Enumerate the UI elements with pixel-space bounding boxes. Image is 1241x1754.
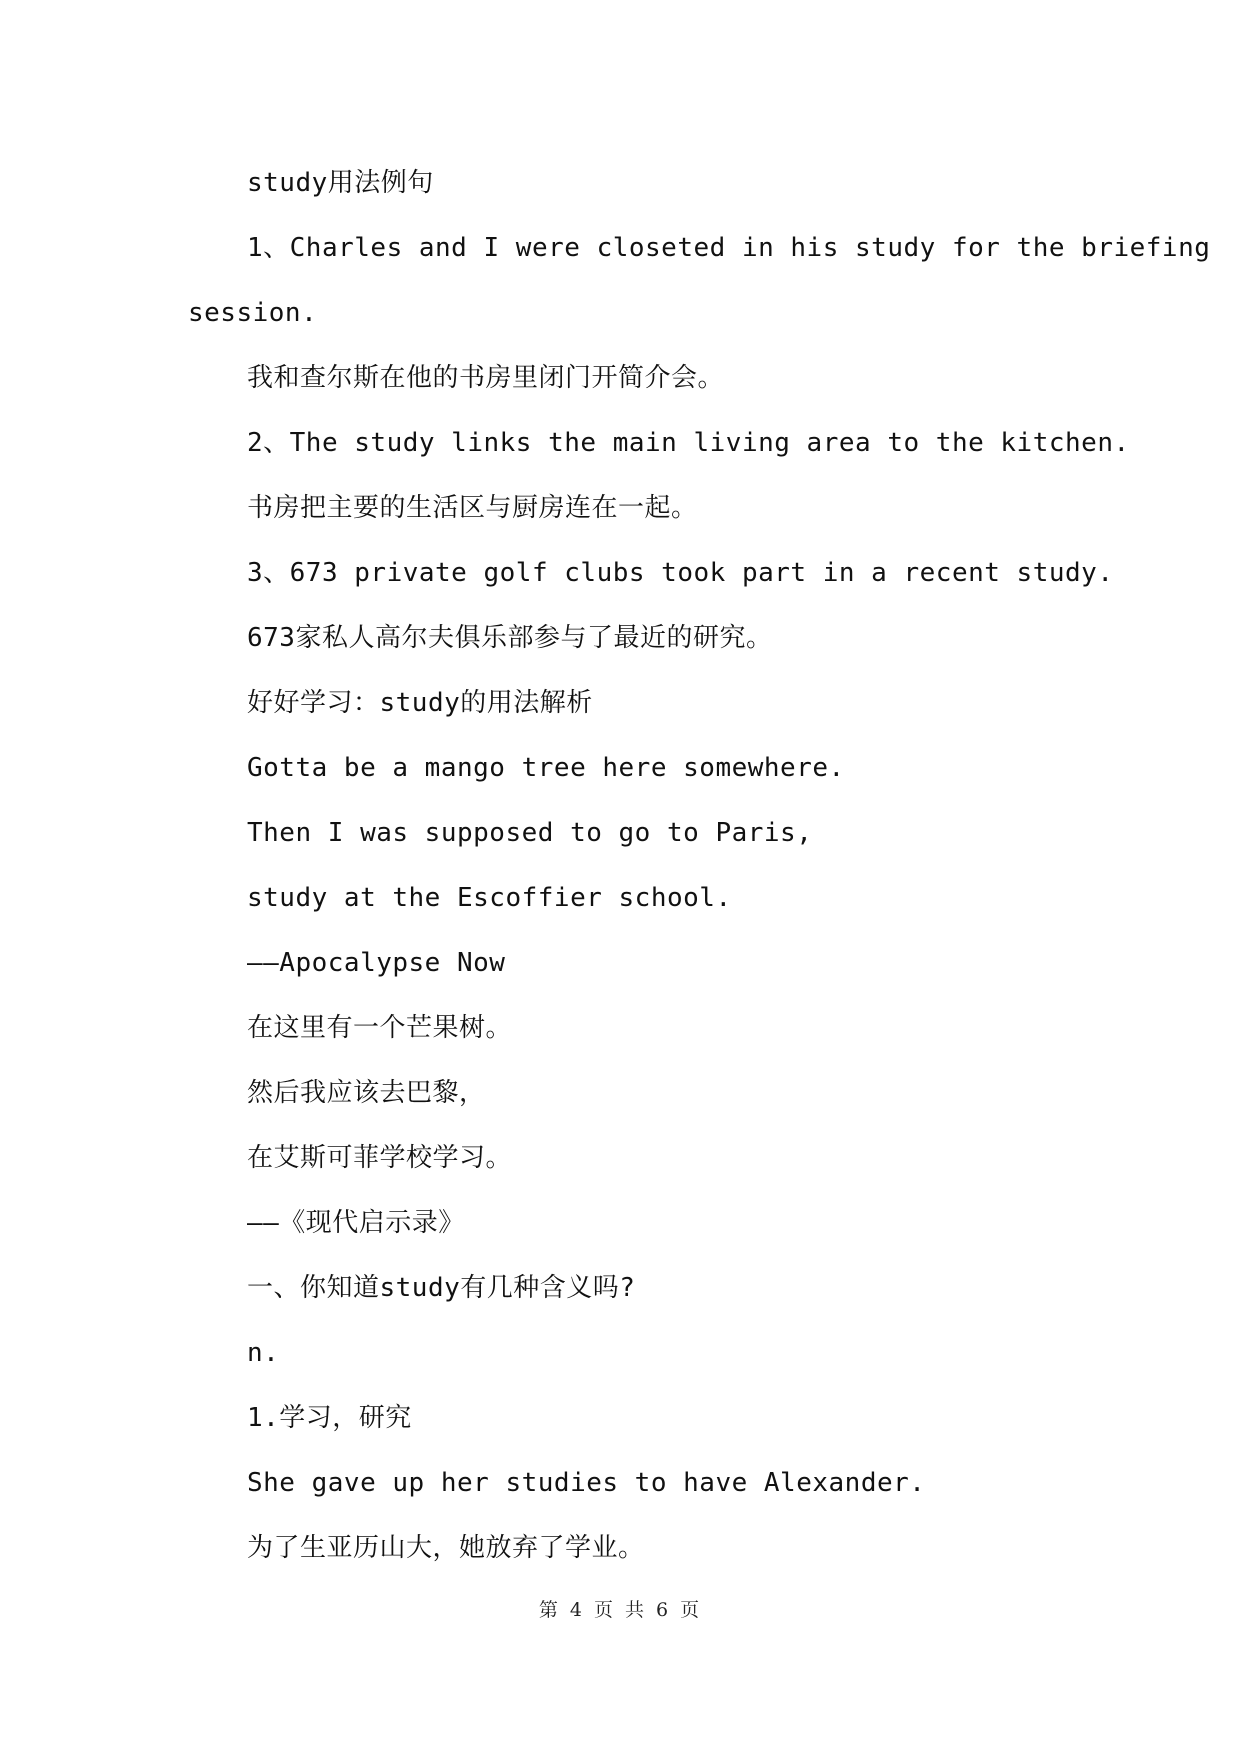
section-heading: study用法例句	[247, 168, 434, 198]
example-sentence-1-en-cont: session.	[188, 298, 318, 328]
quote-line-1-en: Gotta be a mango tree here somewhere.	[247, 753, 845, 783]
quote-line-2-zh: 然后我应该去巴黎，	[247, 1078, 486, 1108]
meaning-question: 一、你知道study有几种含义吗?	[247, 1273, 636, 1303]
meaning-1-example-en: She gave up her studies to have Alexander.	[247, 1468, 926, 1498]
quote-line-3-zh: 在艾斯可菲学校学习。	[247, 1143, 513, 1173]
example-sentence-2-zh: 书房把主要的生活区与厨房连在一起。	[247, 493, 698, 523]
quote-source-zh: ——《现代启示录》	[247, 1208, 465, 1238]
example-sentence-3-zh: 673家私人高尔夫俱乐部参与了最近的研究。	[247, 623, 773, 653]
quote-source-en: ——Apocalypse Now	[247, 948, 506, 978]
page-number-footer: 第 4 页 共 6 页	[538, 1599, 703, 1621]
quote-line-2-en: Then I was supposed to go to Paris,	[247, 818, 813, 848]
quote-line-3-en: study at the Escoffier school.	[247, 883, 732, 913]
example-sentence-3-en: 3、673 private golf clubs took part in a recent study.	[247, 558, 1114, 588]
quote-line-1-zh: 在这里有一个芒果树。	[247, 1013, 513, 1043]
example-sentence-1-zh: 我和查尔斯在他的书房里闭门开简介会。	[247, 363, 725, 393]
part-of-speech: n.	[247, 1338, 280, 1368]
subsection-heading: 好好学习：study的用法解析	[247, 688, 593, 718]
example-sentence-1-en: 1、Charles and I were closeted in his study for the briefing	[247, 233, 1211, 263]
example-sentence-2-en: 2、The study links the main living area to the kitchen.	[247, 428, 1130, 458]
meaning-1-example-zh: 为了生亚历山大，她放弃了学业。	[247, 1533, 645, 1563]
meaning-1: 1.学习，研究	[247, 1403, 412, 1433]
